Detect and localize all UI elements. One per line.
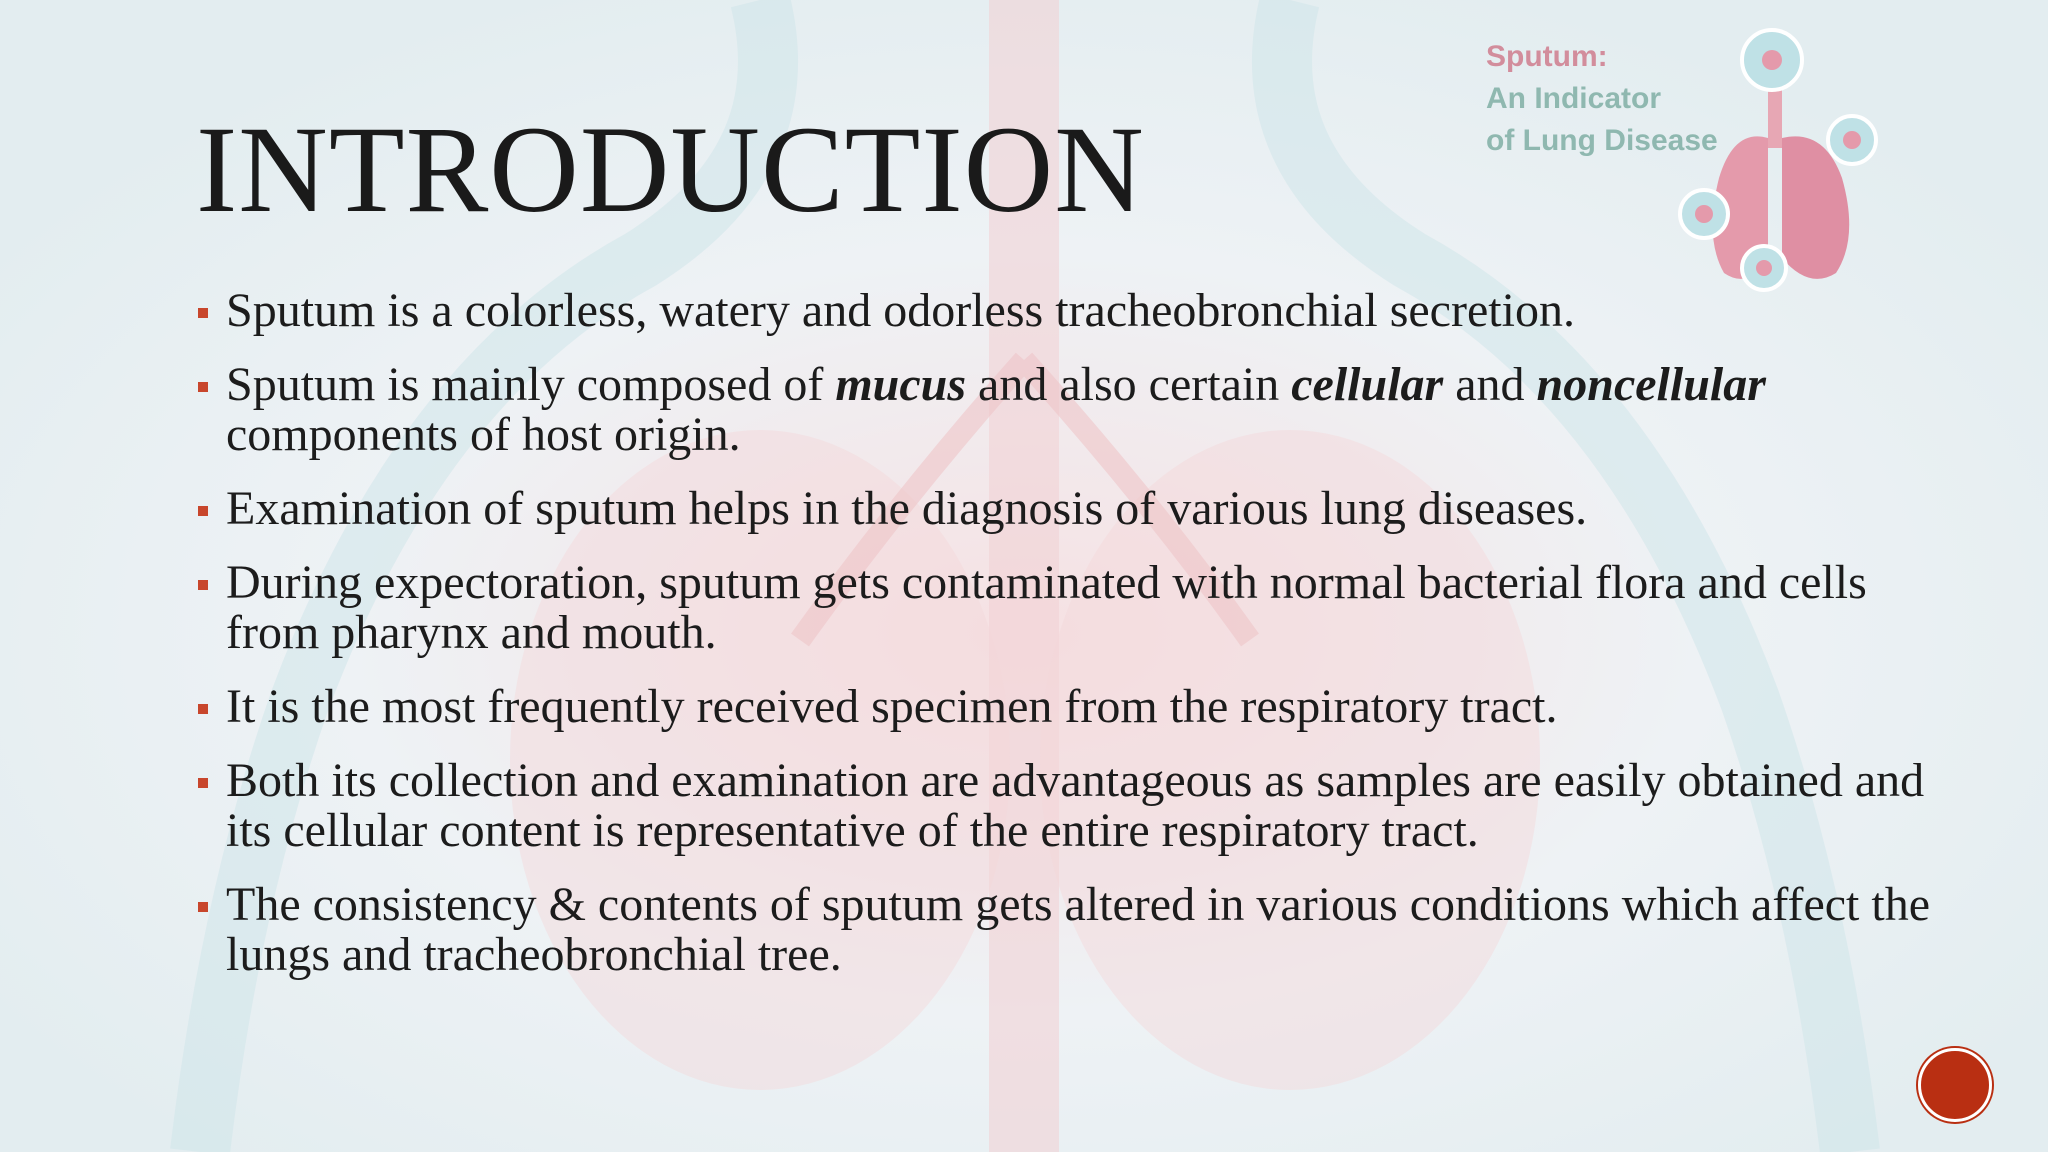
bullet-item — [196, 682, 1946, 732]
bullet-item — [196, 286, 1946, 336]
bullet-marker-icon — [198, 382, 208, 392]
slide-title: INTRODUCTION — [196, 101, 1145, 238]
bullet-marker-icon — [198, 778, 208, 788]
bullet-text: Both its collection and examination are advantageous as samples are easily obtained and its cellular content is representative of the entire respiratory tract. — [226, 754, 1925, 857]
emphasized-term: noncellular — [1536, 358, 1766, 411]
logo-line-2: An Indicator — [1486, 82, 1662, 115]
bullet-item — [196, 484, 1946, 534]
bullet-marker-icon — [198, 580, 208, 590]
bullet-text: During expectoration, sputum gets contaminated with normal bacterial flora and cells from pharynx and mouth. — [226, 556, 1867, 659]
bullet-text: Sputum is a colorless, watery and odorless tracheobronchial secretion. — [226, 284, 1575, 337]
bullet-item — [196, 558, 1946, 658]
bullet-text: Sputum is mainly composed of — [226, 358, 836, 411]
emphasized-term: cellular — [1291, 358, 1444, 411]
emphasized-term: mucus — [835, 358, 967, 411]
bullet-item — [196, 880, 1946, 980]
bullet-text: and — [1443, 358, 1537, 411]
bullet-text: The consistency & contents of sputum gets altered in various conditions which affect the lungs and tracheobronchial tree. — [226, 878, 1931, 981]
bullet-marker-icon — [198, 506, 208, 516]
logo-line-3: of Lung Disease — [1486, 124, 1718, 157]
bullet-marker-icon — [198, 308, 208, 318]
bullet-marker-icon — [198, 902, 208, 912]
bullet-item — [196, 756, 1946, 856]
bullet-text: It is the most frequently received specimen from the respiratory tract. — [226, 680, 1558, 733]
bullet-text: Examination of sputum helps in the diagnosis of various lung diseases. — [226, 482, 1588, 535]
bullet-item — [196, 360, 1946, 460]
bullet-marker-icon — [198, 704, 208, 714]
bullet-text: and also certain — [966, 358, 1292, 411]
logo-line-1: Sputum: — [1486, 40, 1608, 73]
lungs-illustration-icon — [1664, 28, 1888, 292]
bullet-list — [196, 286, 1946, 1004]
bullet-text: components of host origin. — [226, 408, 741, 461]
next-slide-button[interactable] — [1918, 1048, 1992, 1122]
